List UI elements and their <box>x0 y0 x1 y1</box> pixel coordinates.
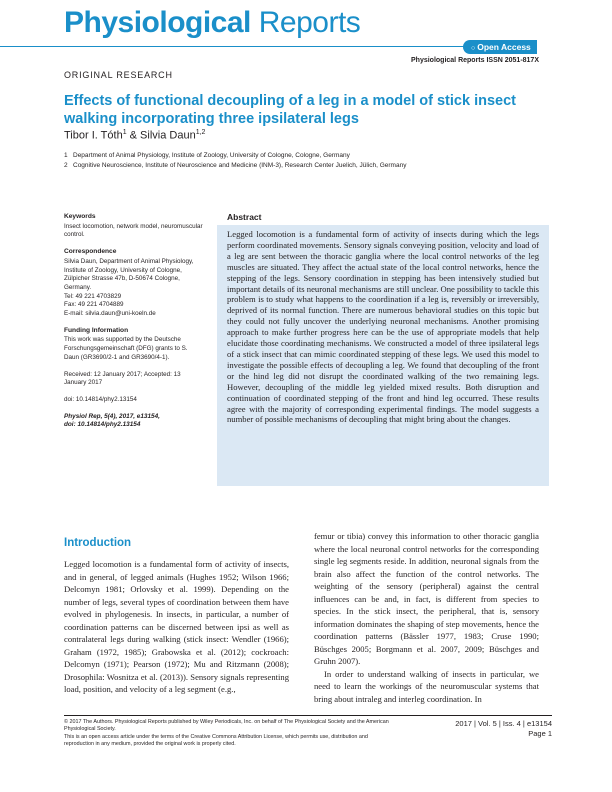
abstract-box <box>217 225 549 486</box>
footer-issue-info <box>455 719 552 739</box>
abstract-heading: Abstract <box>227 212 262 222</box>
author-affiliation-mark: 1,2 <box>195 129 206 136</box>
intro-paragraph: In order to understand walking of insects in particular, we need to learn the workings of the neuromuscular systems that bring about intraleg and interleg coordination. In <box>314 668 539 704</box>
open-access-label: Open Access <box>477 42 531 52</box>
journal-issn: Physiological Reports ISSN 2051-817X <box>411 57 539 64</box>
article-section: ORIGINAL RESEARCH <box>64 70 173 80</box>
affiliation: 1 Department of Animal Physiology, Institute of Zoology, University of Cologne, Cologne, Germany <box>64 152 350 159</box>
open-access-badge <box>463 40 537 54</box>
page-number: Page 1 <box>528 729 552 738</box>
affiliation: 2 Cognitive Neuroscience, Institute of Neuroscience and Medicine (INM-3), Research Center Juelich, Jülich, Germany <box>64 162 407 169</box>
journal-name-light: Reports <box>258 6 361 39</box>
article-title: Effects of functional decoupling of a leg in a model of stick insect walking incorporating three ipsilateral legs <box>64 93 516 127</box>
intro-left-column <box>64 558 289 696</box>
introduction-heading: Introduction <box>64 537 132 549</box>
article-info-sidebar <box>64 213 204 430</box>
open-lock-icon: ○ <box>471 45 476 52</box>
correspondence-text: Silvia Daun, Department of Animal Physiology, Institute of Zoology, University of Cologne, Zülpicher Strasse 47b, D-50674 Cologne, Germany. Tel: 49 221 4703829 Fax: 49 221 4704889 E-mail: silvia.daun@uni-koeln.de <box>64 257 194 318</box>
intro-paragraph: femur or tibia) convey this information to other thoracic ganglia where the local neuronal control networks for the corresponding single leg segments reside. In addition, neuronal signals from the brain also affect the function of the control networks. The weighting of the sensory (peripheral) against the central influences can be and, in fact, is different from species to species. In the stick insect, the peripheral, that is, sensory information dominates the shaping of step movements, hence the coordination patterns (Bässler 1977, 1983; Cruse 1990; Büschges 2005; Borgmann et al. 2007, 2009; Büschges and Gruhn 2007). <box>314 531 539 666</box>
received-dates: Received: 12 January 2017; Accepted: 13 January 2017 <box>64 370 181 387</box>
intro-paragraph: Legged locomotion is a fundamental form of activity of insects, and in general, of legged animals (Hughes 1952; Wilson 1966; Delcomyn 1981; Orlovsky et al. 1999). Depending on the number of legs, several types of coordination between them have evolved in phylogenesis. In insects, in particular, a number of coordination patterns can be discerned between ipsi as well as contralateral legs during walking (stick insect: Wendler (1966); Graham (1972, 1985); Grabowska et al. (2012); cockroach: Delcomyn (1971); Pearson (1972); Mu and Ritzmann (2008); Drosophila: Wosnitza et al. (2013)). Sensory signals representing load, position, and velocity of a leg segment (e.g., <box>64 559 289 694</box>
author-affiliation-mark: 1 <box>122 129 127 136</box>
author-name: Tibor I. Tóth <box>64 129 123 142</box>
license-text: This is an open access article under the terms of the Creative Commons Attribution License, which permits use, distribution and reproduction in any medium, provided the original work is properly cited. <box>64 733 368 748</box>
copyright-text: © 2017 The Authors. Physiological Reports published by Wiley Periodicals, Inc. on behalf of The Physiological Society and the American Physiological Society. <box>64 719 389 733</box>
doi-text: doi: 10.14814/phy2.13154 <box>64 395 137 403</box>
funding-heading: Funding Information <box>64 326 129 334</box>
header-rule <box>0 46 466 47</box>
author-list <box>64 129 205 142</box>
keywords-text: Insect locomotion, network model, neuromuscular control. <box>64 222 203 239</box>
footer-rule <box>64 715 552 716</box>
abstract-text: Legged locomotion is a fundamental form of activity of insects during which the legs perform coordinated movements. Sensory signals conveying position, velocity and load of a leg are sent between the thoracic ganglia where the local control networks of the leg muscles are situated. They affect the actual state of the local control networks, hence the stepping of the legs. Sensory coordination in stepping has been intensively studied but important details of its neuronal mechanisms are still unclear. One possibility to tackle this problem is to study what happens to the coordination if a leg is, reversibly or irreversibly, deprived of its normal function. There are numerous behavioral studies on this topic but they could not fully uncover the underlying neuronal mechanisms. Another promising approach to make further progress here can be the use of appropriate models that help elucidate those coordinating mechanisms. We constructed a model of three ipsilateral legs of a stick insect that can mimic coordinated stepping of these legs. We used this model to investigate the possible effects of decoupling a leg. We found that decoupling of the front or the hind leg did not disrupt the coordinated walking of the two remaining legs. However, decoupling of the middle leg yielded mixed results. Both disruption and continuation of coordinated stepping of the front and hind leg occurred. These results agree with the majority of corresponding experimental findings. The model suggests a number of possible mechanisms of decoupling that might bring about the changes. <box>227 229 539 425</box>
keywords-heading: Keywords <box>64 213 96 220</box>
footer-copyright <box>64 719 394 749</box>
correspondence-heading: Correspondence <box>64 248 117 256</box>
journal-name-bold: Physiological <box>64 6 251 39</box>
issue-text: 2017 | Vol. 5 | Iss. 4 | e13154 <box>455 719 552 728</box>
intro-right-column <box>314 530 539 705</box>
author-name: & Silvia Daun <box>126 129 196 142</box>
funding-text: This work was supported by the Deutsche Forschungsgemeinschaft (DFG) grants to S. Daun (GR3690/2-1 and GR3690/4-1). <box>64 336 188 361</box>
journal-title <box>64 6 360 40</box>
citation-text: Physiol Rep, 5(4), 2017, e13154, doi: 10.14814/phy2.13154 <box>64 412 160 429</box>
